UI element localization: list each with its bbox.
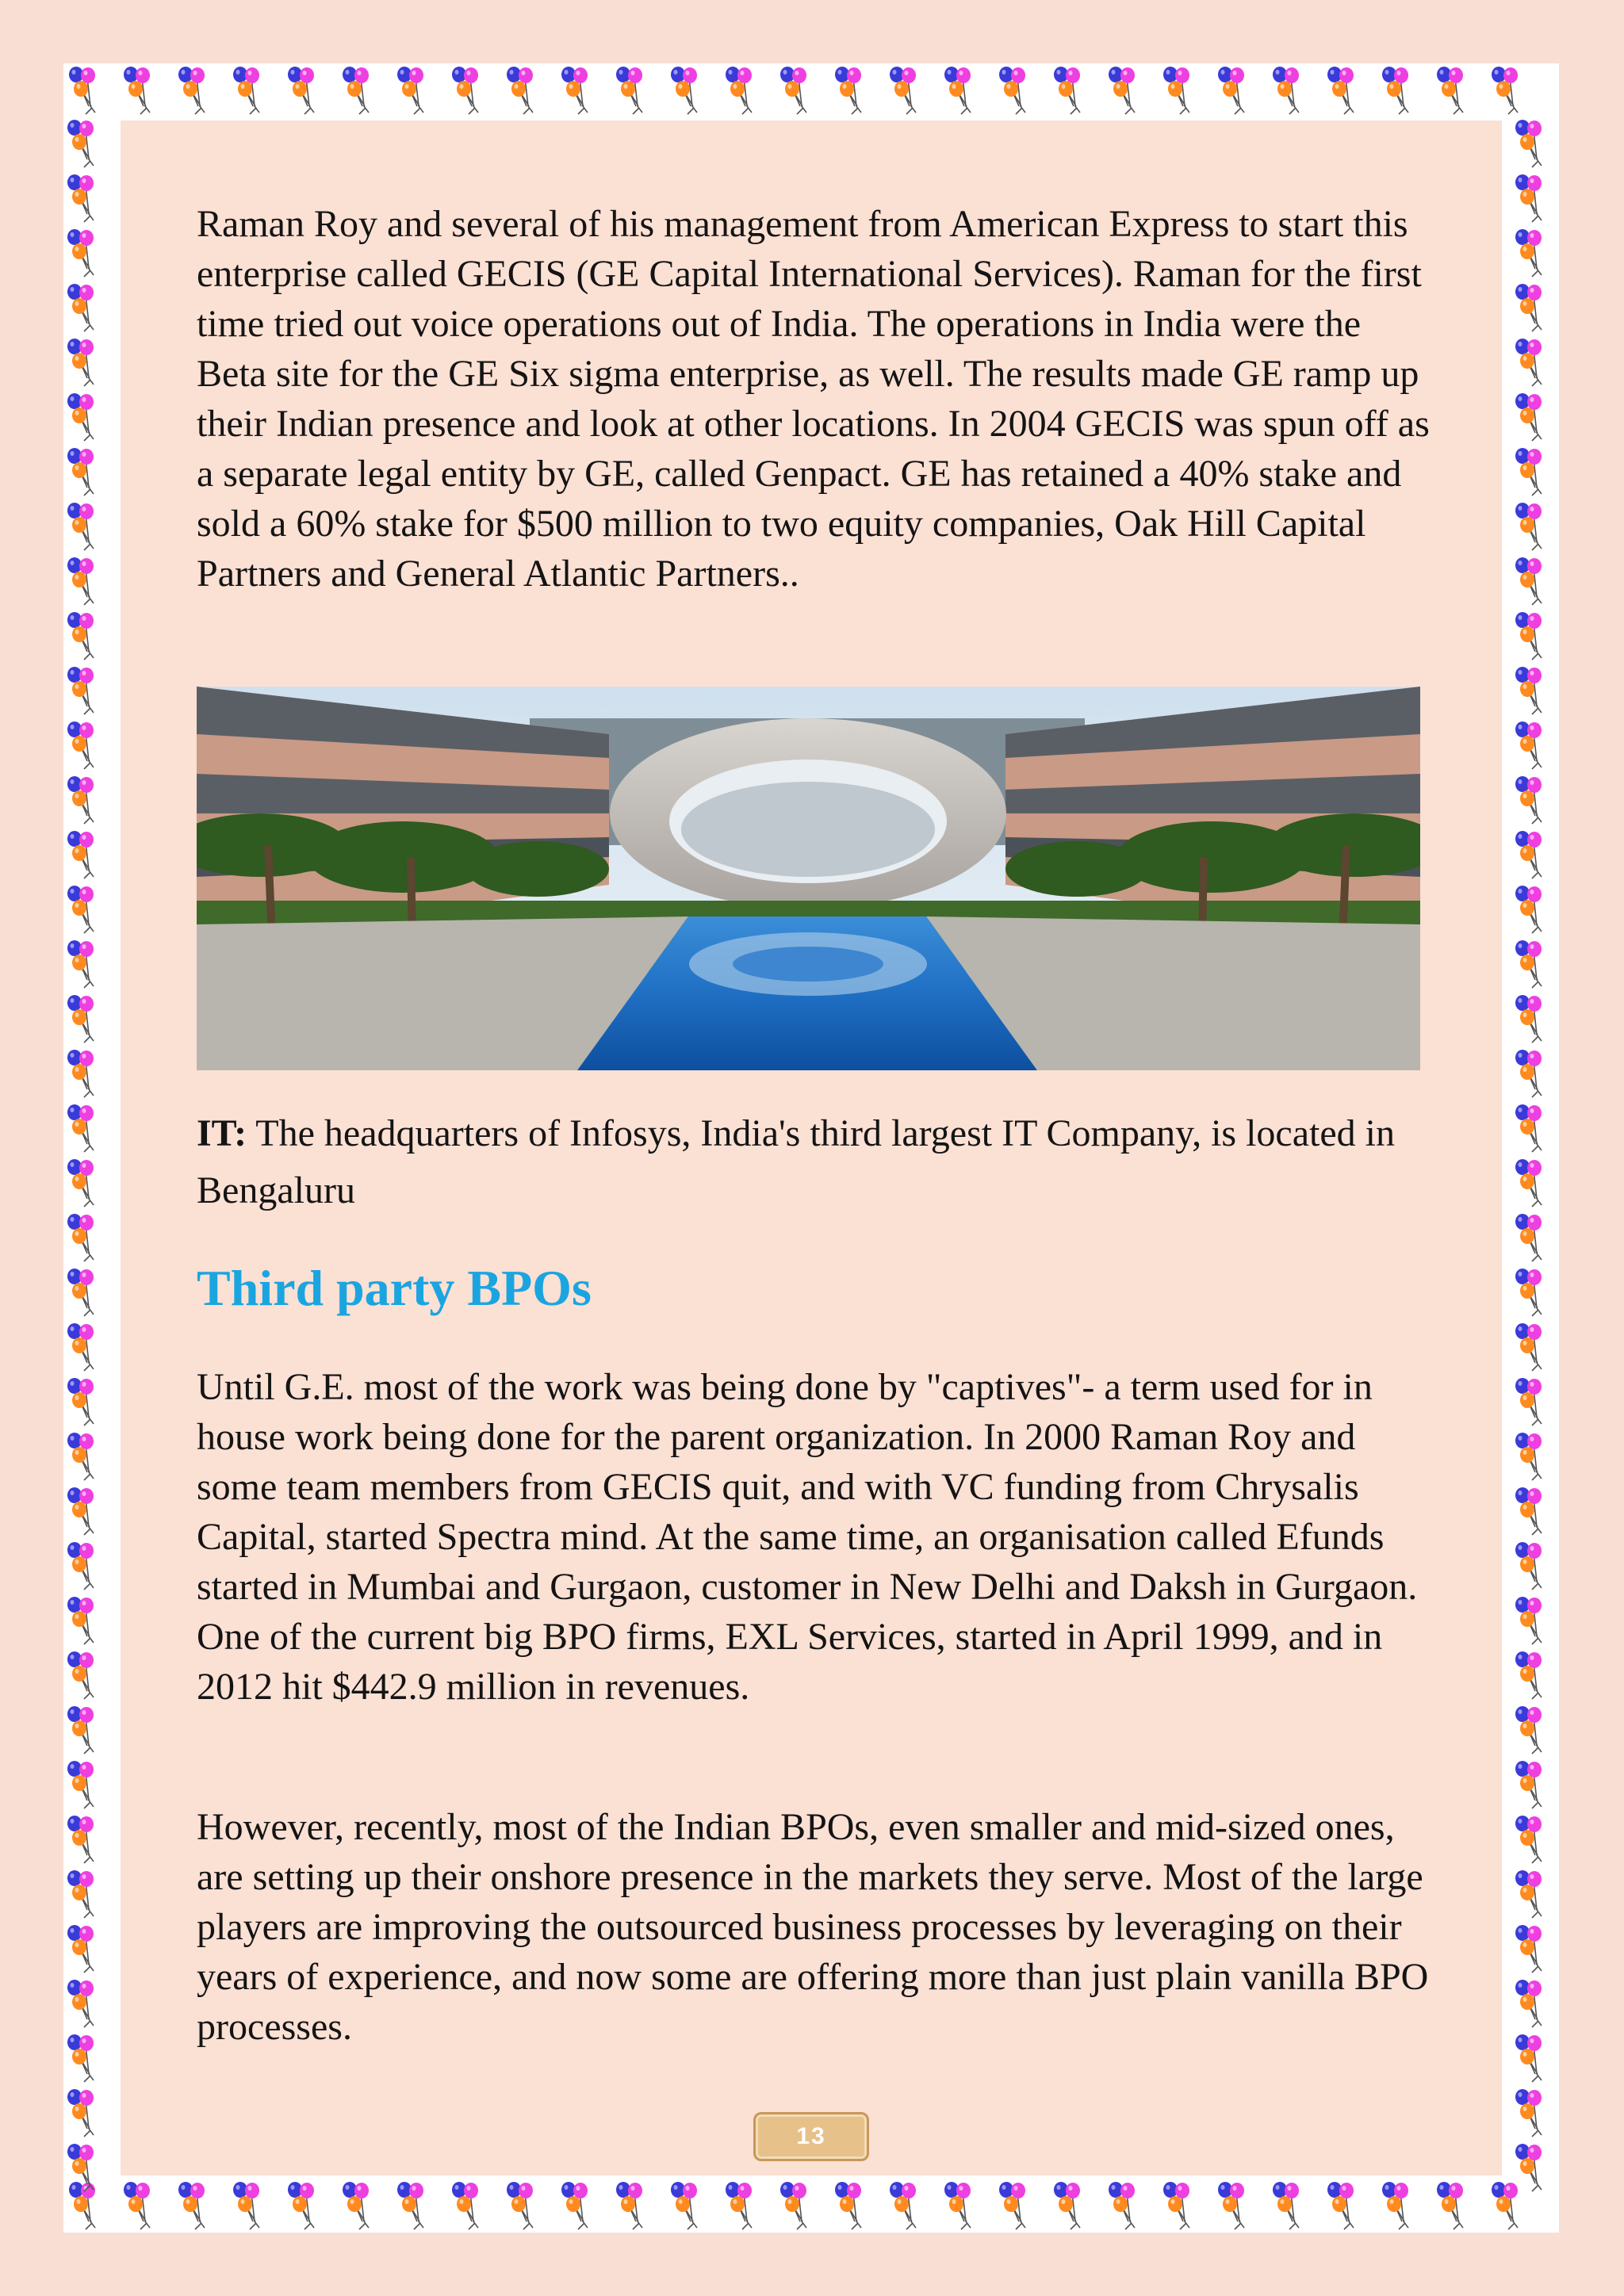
balloon-bunch-icon	[616, 2182, 642, 2229]
balloon-bunch-icon	[67, 831, 94, 878]
balloon-bunch-icon	[67, 667, 94, 714]
balloon-bunch-icon	[67, 174, 94, 222]
balloon-bunch-icon	[343, 2182, 369, 2229]
balloon-bunch-icon	[452, 67, 478, 114]
balloon-bunch-icon	[67, 557, 94, 605]
balloon-bunch-icon	[1515, 120, 1542, 167]
balloon-bunch-icon	[69, 67, 95, 114]
balloon-bunch-icon	[1515, 1925, 1542, 1973]
balloon-bunch-icon	[1515, 1433, 1542, 1480]
balloon-bunch-icon	[1515, 1542, 1542, 1590]
balloon-bunch-icon	[178, 2182, 205, 2229]
balloon-bunch-icon	[671, 2182, 697, 2229]
balloon-bunch-icon	[1515, 2144, 1542, 2191]
balloon-bunch-icon	[397, 67, 423, 114]
balloon-bunch-icon	[1515, 2034, 1542, 2082]
caption-label: IT:	[197, 1112, 247, 1154]
balloon-bunch-icon	[780, 67, 806, 114]
balloon-bunch-icon	[726, 67, 752, 114]
balloon-bunch-icon	[69, 2182, 95, 2229]
balloon-bunch-icon	[67, 2089, 94, 2137]
balloon-bunch-icon	[288, 2182, 314, 2229]
balloon-bunch-icon	[67, 995, 94, 1043]
balloon-bunch-icon	[1054, 2182, 1080, 2229]
balloon-bunch-icon	[67, 1542, 94, 1590]
balloon-bunch-icon	[1163, 67, 1189, 114]
page-number: 13	[753, 2112, 869, 2161]
balloon-bunch-icon	[1515, 612, 1542, 660]
balloon-bunch-icon	[67, 1925, 94, 1973]
balloon-bunch-icon	[67, 940, 94, 988]
balloon-bunch-icon	[616, 67, 642, 114]
balloon-bunch-icon	[1492, 67, 1518, 114]
balloon-bunch-icon	[1273, 2182, 1299, 2229]
balloon-bunch-icon	[1515, 995, 1542, 1043]
balloon-bunch-icon	[890, 2182, 916, 2229]
balloon-bunch-icon	[1515, 776, 1542, 824]
balloon-bunch-icon	[1109, 67, 1135, 114]
balloon-bunch-icon	[1492, 2182, 1518, 2229]
balloon-bunch-icon	[1515, 1816, 1542, 1863]
balloon-bunch-icon	[67, 1651, 94, 1699]
balloon-bunch-icon	[1273, 67, 1299, 114]
balloon-bunch-icon	[67, 721, 94, 769]
balloon-bunch-icon	[67, 612, 94, 660]
balloon-bunch-icon	[999, 67, 1025, 114]
balloon-bunch-icon	[67, 1159, 94, 1207]
balloon-bunch-icon	[124, 67, 150, 114]
balloon-bunch-icon	[1515, 1323, 1542, 1371]
balloon-bunch-icon	[1515, 886, 1542, 933]
balloon-bunch-icon	[1515, 1378, 1542, 1425]
balloon-bunch-icon	[835, 2182, 861, 2229]
balloon-bunch-icon	[1515, 1597, 1542, 1644]
balloon-bunch-icon	[67, 1597, 94, 1644]
balloon-bunch-icon	[1515, 1487, 1542, 1535]
balloon-bunch-icon	[67, 120, 94, 167]
balloon-bunch-icon	[67, 1761, 94, 1808]
balloon-bunch-icon	[944, 67, 971, 114]
balloon-bunch-icon	[1515, 721, 1542, 769]
balloon-bunch-icon	[67, 1870, 94, 1918]
balloon-bunch-icon	[233, 2182, 259, 2229]
balloon-bunch-icon	[67, 503, 94, 550]
balloon-bunch-icon	[835, 67, 861, 114]
balloon-bunch-icon	[67, 393, 94, 441]
balloon-bunch-icon	[67, 1816, 94, 1863]
balloon-bunch-icon	[1327, 67, 1354, 114]
balloon-bunch-icon	[67, 1487, 94, 1535]
caption-text: The headquarters of Infosys, India's third largest IT Company, is located in Bengaluru	[197, 1112, 1395, 1211]
balloon-bunch-icon	[1327, 2182, 1354, 2229]
balloon-bunch-icon	[1515, 1980, 1542, 2027]
balloon-bunch-icon	[67, 1050, 94, 1097]
balloon-bunch-icon	[561, 67, 588, 114]
balloon-bunch-icon	[1515, 339, 1542, 386]
balloon-bunch-icon	[67, 1433, 94, 1480]
balloon-bunch-icon	[124, 2182, 150, 2229]
balloon-bunch-icon	[67, 1980, 94, 2027]
balloon-bunch-icon	[67, 448, 94, 496]
balloon-bunch-icon	[1515, 174, 1542, 222]
balloon-bunch-icon	[1515, 1104, 1542, 1152]
balloon-bunch-icon	[507, 67, 533, 114]
balloon-bunch-icon	[1515, 393, 1542, 441]
paragraph-onshore-presence: However, recently, most of the Indian BPOs, even smaller and mid-sized ones, are setting up their onshore presence in the markets they serve. Most of the large players are improving the outsourced business processes by leveraging on their years of experience, and now some are offering more than just plain vanilla BPO processes.	[197, 1806, 1429, 2048]
balloon-bunch-icon	[67, 1104, 94, 1152]
balloon-bunch-icon	[1515, 667, 1542, 714]
balloon-bunch-icon	[1515, 831, 1542, 878]
balloon-bunch-icon	[726, 2182, 752, 2229]
balloon-bunch-icon	[1515, 2089, 1542, 2137]
balloon-bunch-icon	[67, 229, 94, 277]
balloon-bunch-icon	[452, 2182, 478, 2229]
balloon-bunch-icon	[944, 2182, 971, 2229]
balloon-bunch-icon	[671, 67, 697, 114]
balloon-bunch-icon	[1109, 2182, 1135, 2229]
balloon-bunch-icon	[507, 2182, 533, 2229]
balloon-bunch-icon	[1515, 229, 1542, 277]
balloon-bunch-icon	[288, 67, 314, 114]
balloon-bunch-icon	[67, 284, 94, 331]
balloon-bunch-icon	[1515, 1269, 1542, 1316]
balloon-bunch-icon	[67, 1214, 94, 1261]
balloon-bunch-icon	[1515, 940, 1542, 988]
balloon-bunch-icon	[1437, 2182, 1463, 2229]
balloon-bunch-icon	[67, 339, 94, 386]
balloon-bunch-icon	[1054, 67, 1080, 114]
balloon-bunch-icon	[233, 67, 259, 114]
balloon-bunch-icon	[1515, 557, 1542, 605]
balloon-bunch-icon	[1515, 448, 1542, 496]
balloon-bunch-icon	[67, 1269, 94, 1316]
infosys-headquarters-photo	[197, 687, 1420, 1070]
balloon-bunch-icon	[561, 2182, 588, 2229]
balloon-bunch-icon	[1515, 1706, 1542, 1754]
balloon-bunch-icon	[178, 67, 205, 114]
balloon-bunch-icon	[1515, 503, 1542, 550]
paragraph-gecis-history: Raman Roy and several of his management from American Express to start this enterprise called GECIS (GE Capital International Services). Raman for the first time tried out voice operations out of India. The operations in India were the Beta site for the GE Six sigma enterprise, as well. The results made GE ramp up their Indian presence and look at other locations. In 2004 GECIS was spun off as a separate legal entity by GE, called Genpact. GE has retained a 40% stake and sold a 60% stake for $500 million to two equity companies, Oak Hill Capital Partners and General Atlantic Partners..	[197, 203, 1430, 595]
paragraph-third-party-history: Until G.E. most of the work was being done by "captives"- a term used for in house work being done for the parent organization. In 2000 Raman Roy and some team members from GECIS quit, and with VC funding from Chrysalis Capital, started Spectra mind. At the same time, an organisation called Efunds started in Mumbai and Gurgaon, customer in New Delhi and Daksh in Gurgaon. One of the current big BPO firms, EXL Services, started in April 1999, and in 2012 hit $442.9 million in revenues.	[197, 1366, 1418, 1708]
balloon-bunch-icon	[67, 886, 94, 933]
balloon-bunch-icon	[1515, 1761, 1542, 1808]
balloon-bunch-icon	[1382, 2182, 1408, 2229]
balloon-bunch-icon	[67, 1706, 94, 1754]
balloon-bunch-icon	[343, 67, 369, 114]
balloon-bunch-icon	[67, 1323, 94, 1371]
balloon-bunch-icon	[397, 2182, 423, 2229]
balloon-bunch-icon	[1163, 2182, 1189, 2229]
balloon-bunch-icon	[67, 1378, 94, 1425]
balloon-bunch-icon	[1218, 2182, 1244, 2229]
balloon-bunch-icon	[1515, 1214, 1542, 1261]
balloon-bunch-icon	[1515, 284, 1542, 331]
balloon-bunch-icon	[67, 2034, 94, 2082]
section-heading: Third party BPOs	[197, 1260, 592, 1316]
balloon-bunch-icon	[1382, 67, 1408, 114]
balloon-bunch-icon	[1437, 67, 1463, 114]
balloon-bunch-icon	[1515, 1159, 1542, 1207]
balloon-bunch-icon	[1515, 1050, 1542, 1097]
balloon-bunch-icon	[67, 776, 94, 824]
balloon-bunch-icon	[890, 67, 916, 114]
balloon-bunch-icon	[1515, 1870, 1542, 1918]
photo-caption	[197, 1105, 1434, 1219]
balloon-bunch-icon	[999, 2182, 1025, 2229]
balloon-bunch-icon	[1218, 67, 1244, 114]
balloon-bunch-icon	[1515, 1651, 1542, 1699]
balloon-bunch-icon	[780, 2182, 806, 2229]
